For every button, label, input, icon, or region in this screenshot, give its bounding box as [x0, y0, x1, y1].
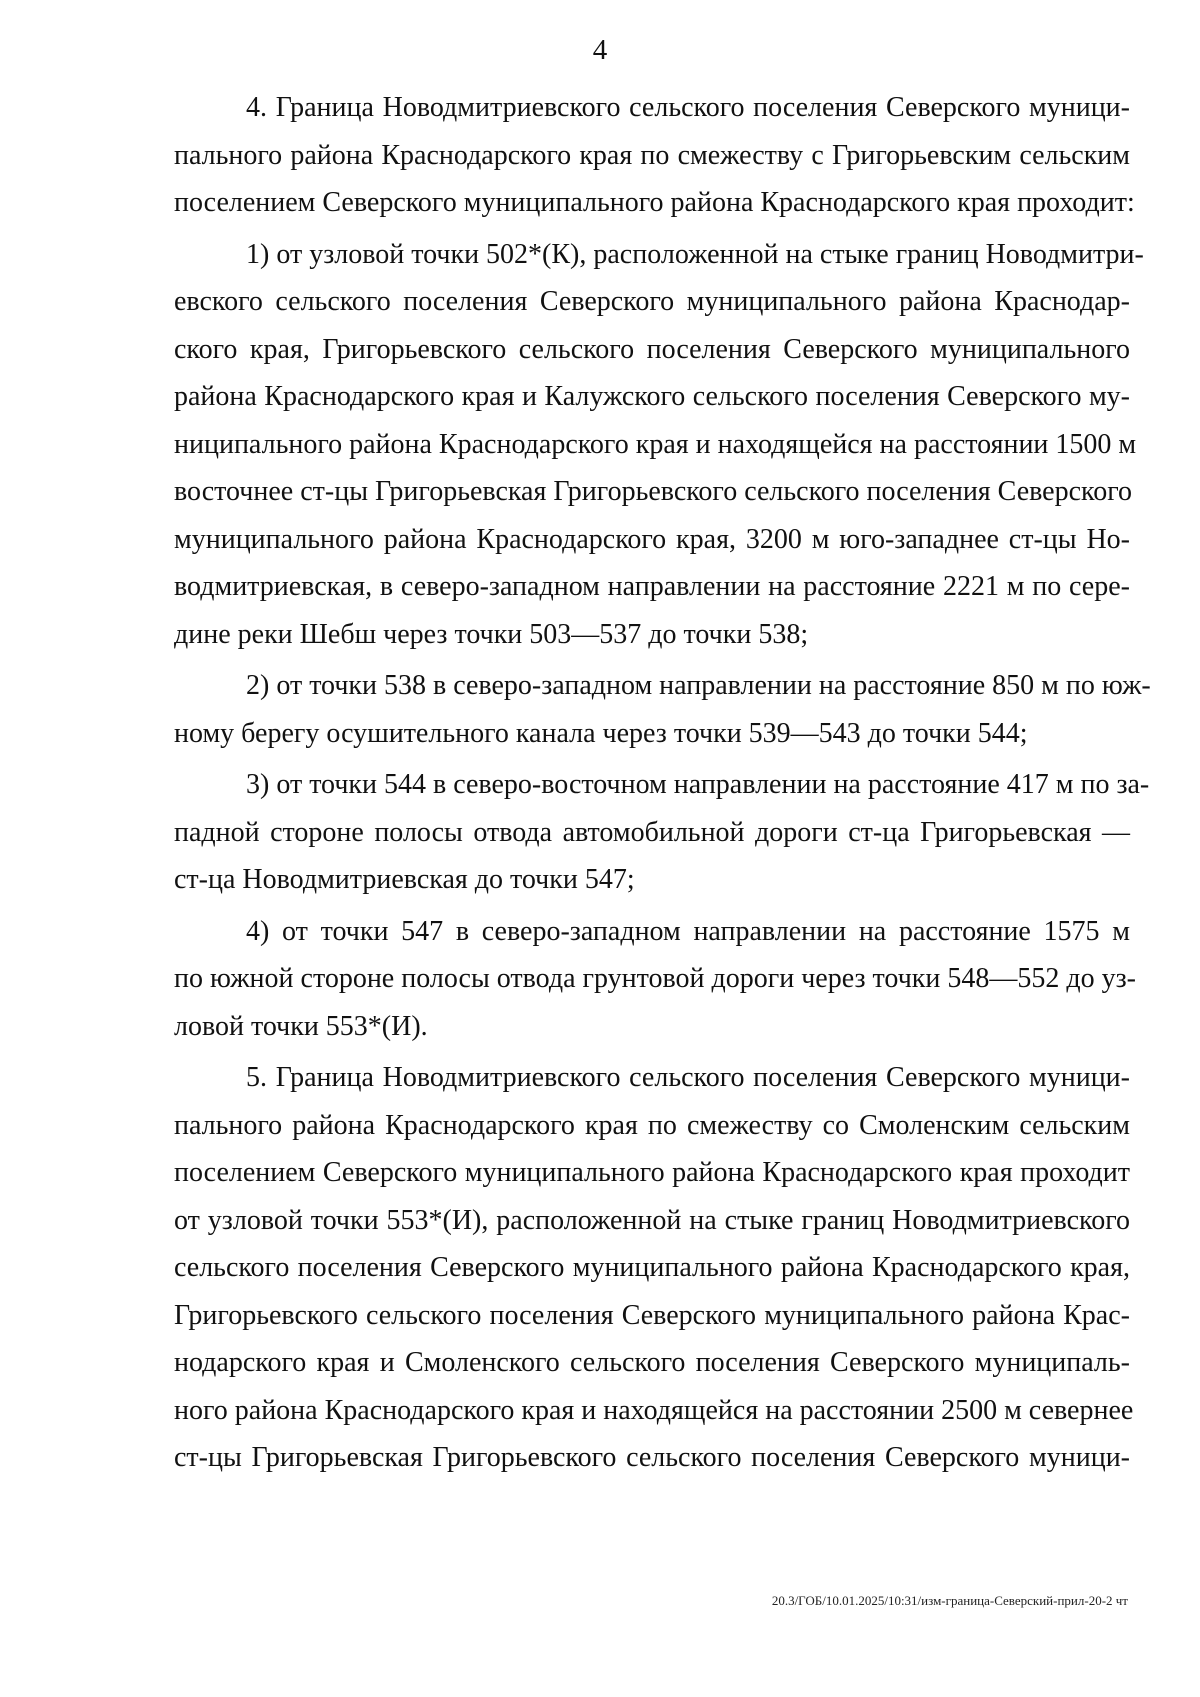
- text-line: ского края, Григорьевского сельского поселения Северского муниципального: [174, 333, 1130, 365]
- text-line: Григорьевского сельского поселения Северского муниципального района Крас-: [174, 1299, 1130, 1331]
- text-line: пального района Краснодарского края по смежеству со Смоленским сельским: [174, 1109, 1130, 1141]
- text-line: по южной стороне полосы отвода грунтовой дороги через точки 548—552 до уз-: [174, 963, 1136, 994]
- text-line: сельского поселения Северского муниципального района Краснодарского края,: [174, 1252, 1130, 1283]
- text-line: 4) от точки 547 в северо-западном направлении на расстояние 1575 м: [246, 915, 1130, 947]
- text-line: ловой точки 553*(И).: [174, 1010, 428, 1042]
- text-line: 3) от точки 544 в северо-восточном направлении на расстояние 417 м по за-: [246, 769, 1150, 800]
- text-line: ному берегу осушительного канала через точки 539—543 до точки 544;: [174, 717, 1028, 749]
- page-number: 4: [592, 34, 608, 66]
- text-line: 2) от точки 538 в северо-западном направлении на расстояние 850 м по юж-: [246, 670, 1151, 701]
- text-line: восточнее ст-цы Григорьевская Григорьевского сельского поселения Северского: [174, 476, 1133, 507]
- text-line: пального района Краснодарского края по смежеству с Григорьевским сельским: [174, 139, 1130, 171]
- document-footer: 20.3/ГОБ/10.01.2025/10:31/изм-граница-Северский-прил-20-2 чт: [771, 1593, 1128, 1608]
- text-line: ст-ца Новодмитриевская до точки 547;: [174, 864, 635, 895]
- text-line: района Краснодарского края и Калужского сельского поселения Северского му-: [174, 381, 1130, 412]
- text-line: 1) от узловой точки 502*(К), расположенной на стыке границ Новодмитри-: [246, 238, 1144, 270]
- text-line: ниципального района Краснодарского края и находящейся на расстоянии 1500 м: [174, 428, 1137, 460]
- text-line: от узловой точки 553*(И), расположенной на стыке границ Новодмитриевского: [174, 1204, 1130, 1236]
- text-line: падной стороне полосы отвода автомобильной дороги ст-ца Григорьевская —: [174, 816, 1130, 848]
- text-line: евского сельского поселения Северского муниципального района Краснодар-: [174, 286, 1130, 317]
- text-line: поселением Северского муниципального района Краснодарского края проходит: [174, 1157, 1130, 1188]
- text-line: дине реки Шебш через точки 503—537 до точки 538;: [174, 618, 809, 650]
- text-line: ст-цы Григорьевская Григорьевского сельского поселения Северского муници-: [174, 1442, 1130, 1473]
- document-body: [174, 84, 1151, 1482]
- text-line: 4. Граница Новодмитриевского сельского поселения Северского муници-: [246, 92, 1130, 123]
- text-line: муниципального района Краснодарского края, 3200 м юго-западнее ст-цы Но-: [174, 523, 1130, 555]
- text-line: 5. Граница Новодмитриевского сельского поселения Северского муници-: [246, 1062, 1130, 1093]
- text-line: нодарского края и Смоленского сельского поселения Северского муниципаль-: [174, 1347, 1130, 1378]
- text-line: поселением Северского муниципального района Краснодарского края проходит:: [174, 187, 1135, 218]
- text-line: ного района Краснодарского края и находящейся на расстоянии 2500 м севернее: [174, 1394, 1134, 1426]
- text-line: водмитриевская, в северо-западном направлении на расстояние 2221 м по сере-: [174, 571, 1130, 602]
